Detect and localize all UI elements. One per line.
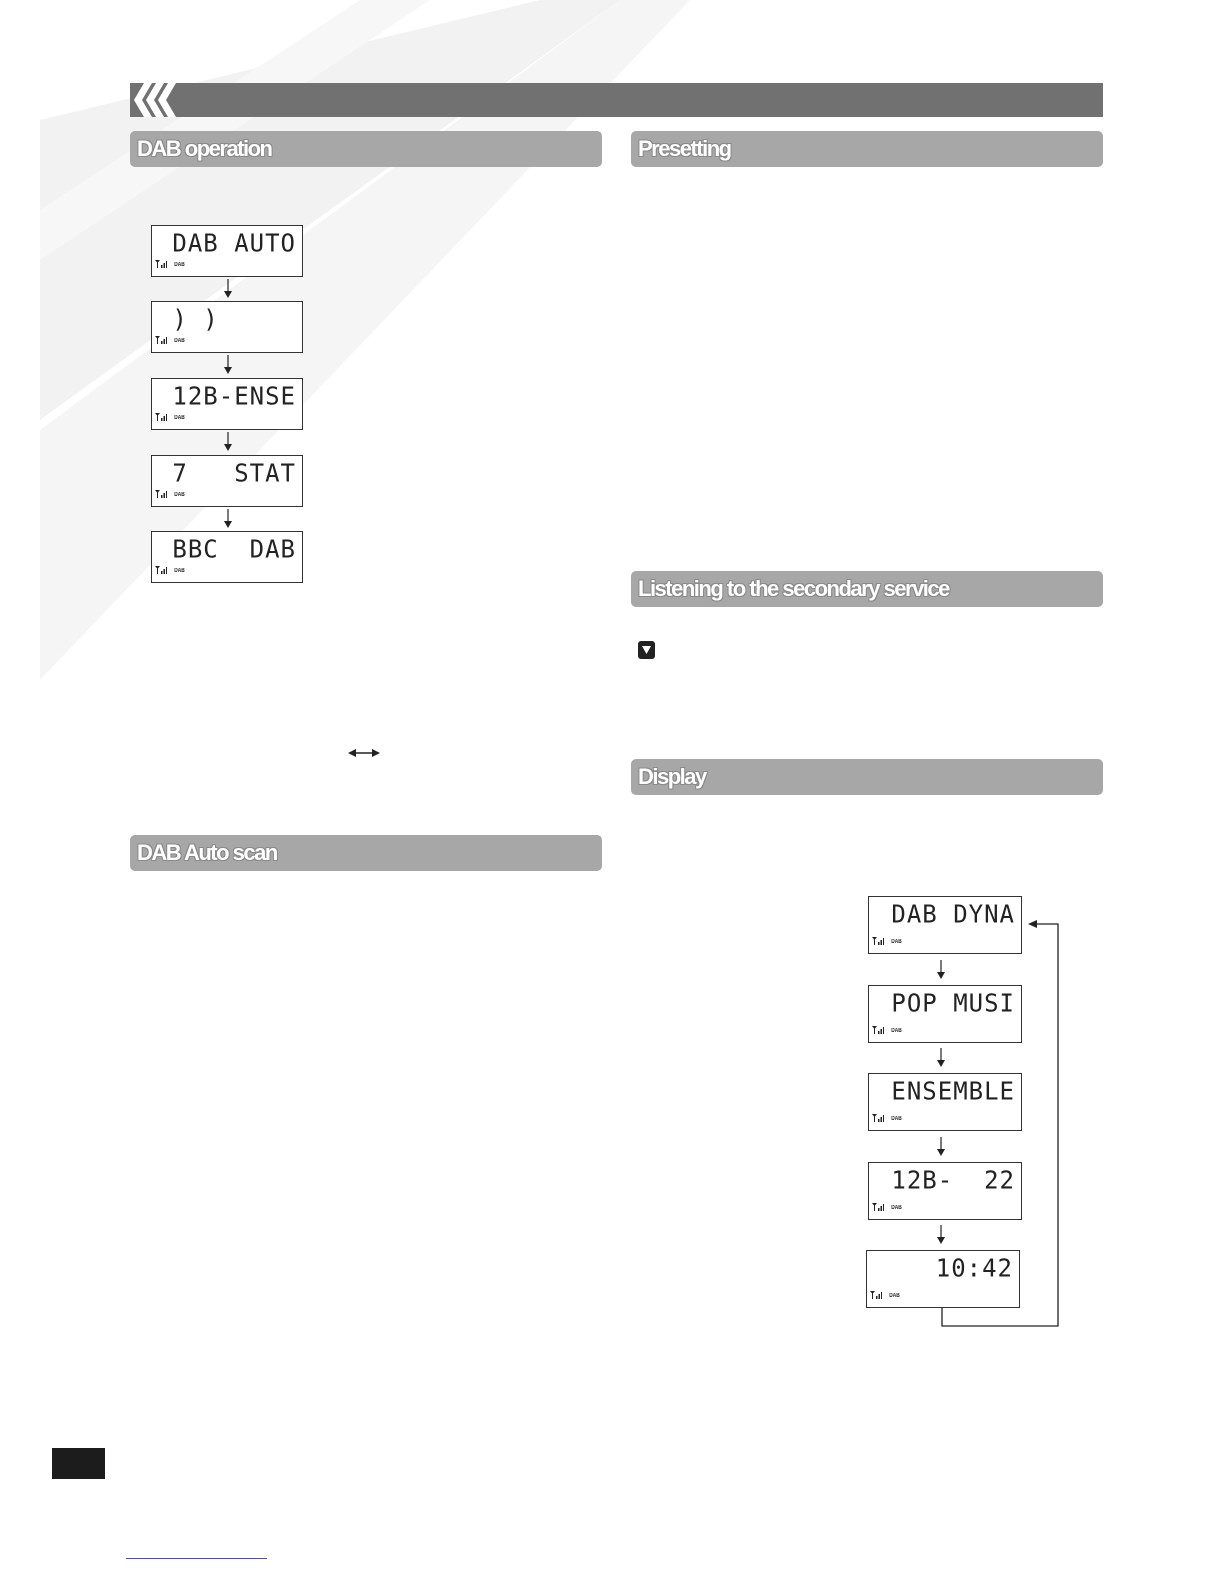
section-dab-auto-scan: [130, 835, 602, 871]
lcd-display: [151, 455, 303, 507]
lcd-text: 10:42: [935, 1253, 1013, 1283]
signal-antenna-icon: [872, 1203, 884, 1211]
lcd-text: 7 STAT: [172, 458, 296, 488]
lcd-display: [151, 531, 303, 583]
section-secondary-service: [631, 571, 1103, 607]
dab-indicator: DAB: [174, 338, 185, 344]
section-display: [631, 759, 1103, 795]
signal-antenna-icon: [872, 937, 884, 945]
signal-antenna-icon: [155, 336, 167, 344]
lcd-text: DAB DYNA: [891, 899, 1015, 929]
page-number-block: [52, 1448, 105, 1479]
dab-indicator: DAB: [891, 1205, 902, 1211]
lcd-display: [151, 225, 303, 277]
chevron-left-triple-icon: [130, 83, 180, 117]
dab-indicator: DAB: [891, 1028, 902, 1034]
section-title: DAB operation: [137, 136, 272, 161]
signal-antenna-icon: [155, 490, 167, 498]
arrow-down-icon: [223, 509, 233, 529]
arrow-down-icon: [223, 279, 233, 299]
lcd-text: POP MUSI: [891, 988, 1015, 1018]
triangle-down-icon: [638, 641, 655, 659]
signal-antenna-icon: [155, 566, 167, 574]
lcd-text: 12B-ENSE: [172, 381, 296, 411]
section-presetting: [631, 131, 1103, 167]
footer-rule: [126, 1558, 267, 1559]
lcd-display: [151, 301, 303, 353]
section-title: Listening to the secondary service: [638, 576, 949, 601]
signal-antenna-icon: [155, 260, 167, 268]
section-title: Display: [638, 764, 706, 789]
lcd-text: ) ): [172, 304, 296, 334]
signal-antenna-icon: [870, 1291, 882, 1299]
arrow-down-icon: [223, 432, 233, 452]
lcd-text: BBC DAB: [172, 534, 296, 564]
lcd-text: ENSEMBLE: [891, 1076, 1015, 1106]
left-right-arrow-icon: [348, 748, 380, 758]
lcd-text: DAB AUTO: [172, 228, 296, 258]
lcd-text: 12B- 22: [891, 1165, 1015, 1195]
signal-antenna-icon: [872, 1114, 884, 1122]
section-title: Presetting: [638, 136, 731, 161]
arrow-down-icon: [223, 355, 233, 375]
dab-indicator: DAB: [891, 1116, 902, 1122]
section-dab-operation: [130, 131, 602, 167]
dab-indicator: DAB: [174, 415, 185, 421]
dab-indicator: DAB: [174, 262, 185, 268]
lcd-display: [151, 378, 303, 430]
dab-indicator: DAB: [174, 492, 185, 498]
dab-indicator: DAB: [891, 939, 902, 945]
top-banner: [130, 83, 1103, 117]
signal-antenna-icon: [155, 413, 167, 421]
dab-indicator: DAB: [889, 1293, 900, 1299]
signal-antenna-icon: [872, 1026, 884, 1034]
section-title: DAB Auto scan: [137, 840, 277, 865]
dab-indicator: DAB: [174, 568, 185, 574]
loop-back-arrow: [930, 912, 1070, 1334]
